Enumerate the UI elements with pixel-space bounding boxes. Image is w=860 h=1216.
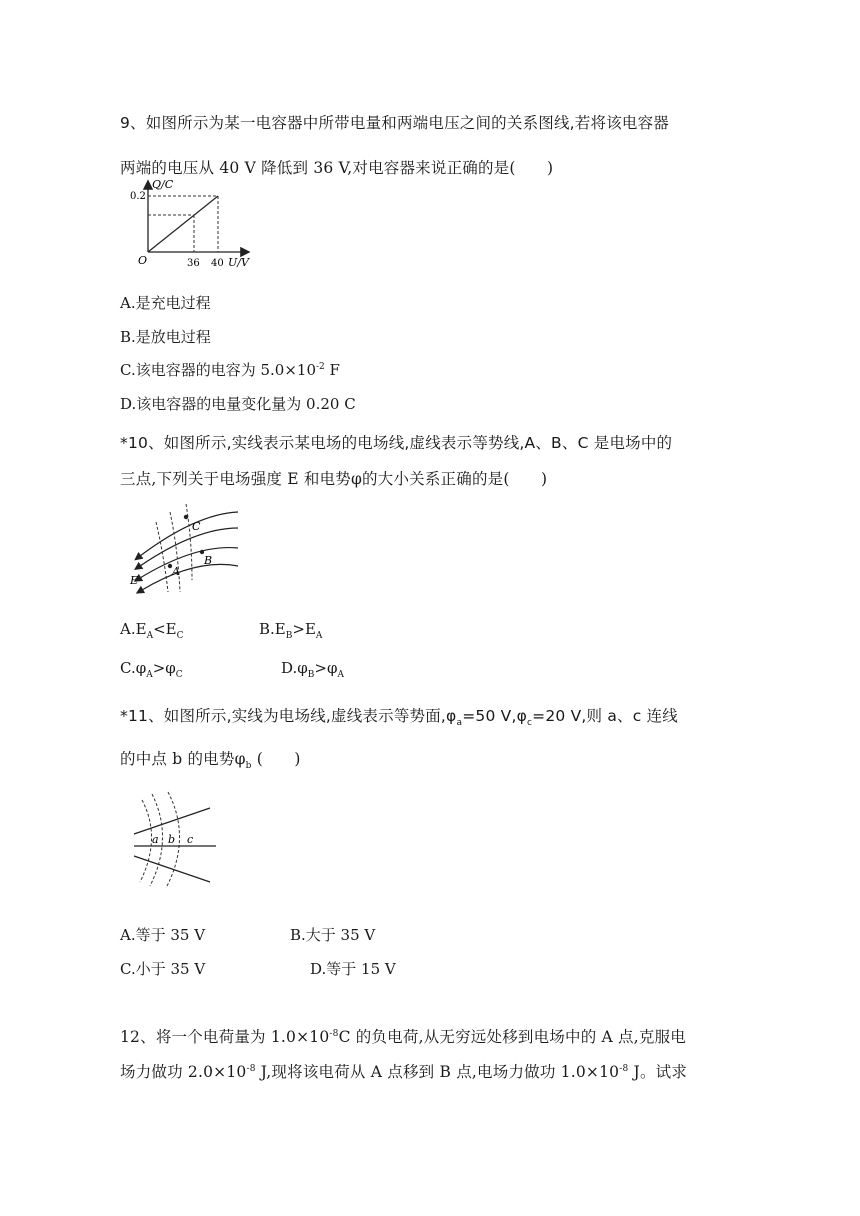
q10-label-e: E — [130, 574, 139, 587]
q10-label-a: A — [172, 565, 180, 578]
q10-point-c — [184, 515, 188, 519]
q11-field-diagram — [128, 790, 224, 890]
q9-y-axis-label: Q/C — [152, 178, 174, 191]
q9-stem-line2: 两端的电压从 40 V 降低到 36 V,对电容器来说正确的是( ) — [120, 159, 554, 177]
q10-option-c: $C.\varphi_A>\varphi_C$ — [120, 659, 183, 680]
q10-option-b: $B.E_B>E_A$ — [259, 620, 323, 641]
q11-stem-line1: *11、如图所示,实线为电场线,虚线表示等势面$,\varphi_a=50$ $V,\varphi_c=20$ V,则 a、c 连线 — [120, 707, 678, 729]
q9-qu-line — [148, 196, 218, 252]
q11-field-line-upper — [134, 808, 210, 834]
q11-label-a: a — [152, 833, 159, 846]
q9-qu-graph — [128, 176, 258, 272]
q10-field-diagram — [126, 500, 246, 596]
q9-option-a: A.是充电过程 — [120, 294, 211, 312]
q9-option-c: C.该电容器的电容为 $5.0\times 10^{-2}$ F — [120, 361, 340, 379]
q10-field-line-1 — [140, 512, 238, 556]
q9-x-axis-label: U/V — [228, 256, 249, 269]
q9-stem-line1: 9、如图所示为某一电容器中所带电量和两端电压之间的关系图线,若将该电容器 — [120, 114, 669, 132]
q9-origin: O — [138, 254, 148, 267]
q9-y-tick: 0.2 — [130, 191, 146, 202]
q9-option-d: D.该电容器的电量变化量为 0.20 C — [120, 395, 356, 413]
q11-option-b: B.大于 35 V — [290, 926, 376, 944]
q10-stem-line1: *10、如图所示,实线表示某电场的电场线,虚线表示等势线,A、B、C 是电场中的 — [120, 434, 673, 452]
q11-equipotential-1 — [140, 800, 152, 882]
q9-x-tick-36: 36 — [187, 258, 200, 269]
q12-stem-line2: 场力做功 $2.0\times 10^{-8}$ J,现将该电荷从 A 点移到 B 点,电场力做功 $1.0\times 10^{-8}$ J。试求 — [120, 1063, 688, 1081]
q11-option-d: D.等于 15 V — [310, 960, 396, 978]
q11-label-c: c — [187, 833, 194, 846]
q10-field-line-2 — [140, 528, 238, 566]
q10-option-d: $D.\varphi_B>\varphi_A$ — [281, 659, 344, 680]
q11-label-b: b — [168, 833, 176, 846]
q10-label-c: C — [192, 520, 201, 533]
q11-option-c: C.小于 35 V — [120, 960, 206, 978]
q11-option-a: A.等于 35 V — [120, 926, 206, 944]
q10-label-b: B — [204, 554, 213, 567]
q10-stem-line2: 三点,下列关于电场强度 E 和电势φ的大小关系正确的是( ) — [120, 470, 548, 488]
q12-stem-line1: 12、将一个电荷量为 $1.0\times 10^{-8}C$ 的负电荷,从无穷远处移到电场中的 A 点,克服电 — [120, 1028, 686, 1046]
q11-stem-line2: 的中点 b 的电势$\varphi_b$ ( ) — [120, 750, 301, 772]
q9-option-b: B.是放电过程 — [120, 328, 211, 346]
q10-field-line-3 — [140, 548, 238, 578]
q10-option-a: $A.E_A<E_C$ — [120, 620, 184, 641]
q9-x-tick-40: 40 — [211, 258, 224, 269]
q10-equipotential-2 — [170, 512, 180, 592]
